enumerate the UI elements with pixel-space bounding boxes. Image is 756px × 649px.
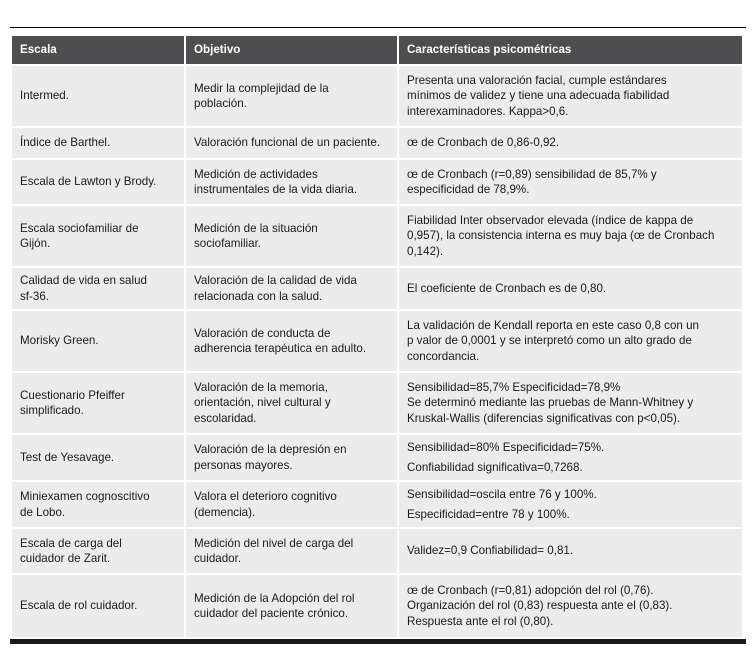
cell-caracteristicas xyxy=(399,206,742,266)
cell-objetivo-line: (demencia). xyxy=(194,505,256,519)
table-row xyxy=(12,268,742,309)
cell-objetivo xyxy=(186,373,397,433)
cell-caracteristicas xyxy=(399,128,742,158)
cell-caracteristicas-line: Presenta una valoración facial, cumple estándares xyxy=(407,73,667,87)
header-row xyxy=(12,36,742,64)
cell-objetivo-line: Medición de la Adopción del rol xyxy=(194,591,355,605)
cell-objetivo-line: cuidador del paciente crónico. xyxy=(194,607,349,620)
cell-objetivo-line: Medición de la situación xyxy=(194,221,318,235)
cell-caracteristicas xyxy=(399,373,742,433)
cell-caracteristicas-line: La validación de Kendall reporta en este caso 0,8 con un xyxy=(407,318,699,332)
table-row xyxy=(12,482,742,527)
cell-objetivo xyxy=(186,128,397,158)
cell-escala xyxy=(12,128,184,158)
cell-caracteristicas-line: concordancia. xyxy=(407,349,480,363)
cell-objetivo-line: Medir la complejidad de la xyxy=(194,81,329,95)
header-escala: Escala xyxy=(12,36,184,64)
cell-caracteristicas-line: 0,957), la consistencia interna es muy baja (œ de Cronbach xyxy=(407,229,715,243)
cell-caracteristicas-line: Sensibilidad=80% Especificidad=75%. xyxy=(407,441,605,454)
psychometric-scales-table xyxy=(10,34,744,639)
header-caracteristicas: Características psicométricas xyxy=(399,36,742,64)
cell-caracteristicas-line: œ de Cronbach (r=0,81) adopción del rol (0,76). xyxy=(407,583,654,597)
cell-escala-line: Escala de Lawton y Brody. xyxy=(20,175,157,189)
table-row xyxy=(12,529,742,573)
cell-escala-line: Morisky Green. xyxy=(20,334,99,348)
cell-objetivo xyxy=(186,206,397,266)
cell-objetivo-line: Medición del nivel de carga del xyxy=(194,536,354,550)
cell-caracteristicas-line: p valor de 0,0001 y se interpretó como un alto grado de xyxy=(407,334,692,348)
table-row xyxy=(12,66,742,126)
table-row xyxy=(12,128,742,158)
cell-caracteristicas-line: Respuesta ante el rol (0,80). xyxy=(407,614,554,628)
table-row xyxy=(12,373,742,433)
cell-objetivo xyxy=(186,311,397,371)
cell-objetivo-line: Valoración de la calidad de vida xyxy=(194,274,357,287)
header-objetivo: Objetivo xyxy=(186,36,397,64)
cell-objetivo-line: orientación, nivel cultural y xyxy=(194,396,331,410)
table-row xyxy=(12,160,742,204)
cell-objetivo-line: Valora el deterioro cognitivo xyxy=(194,490,337,503)
cell-escala xyxy=(12,66,184,126)
cell-escala-line: Intermed. xyxy=(20,89,69,103)
table-row xyxy=(12,311,742,371)
cell-escala xyxy=(12,268,184,309)
cell-caracteristicas-line: 0,142). xyxy=(407,244,444,258)
cell-escala-line: Escala de rol cuidador. xyxy=(20,599,138,613)
cell-caracteristicas xyxy=(399,529,742,573)
cell-caracteristicas-line: Confiabilidad significativa=0,7268. xyxy=(407,460,583,474)
cell-caracteristicas-line: El coeficiente de Cronbach es de 0,80. xyxy=(407,281,607,295)
cell-objetivo-line: personas mayores. xyxy=(194,458,293,472)
cell-caracteristicas-line: Sensibilidad=oscila entre 76 y 100%. xyxy=(407,488,597,501)
cell-caracteristicas-line: especificidad de 78,9%. xyxy=(407,183,530,196)
cell-escala xyxy=(12,160,184,204)
cell-caracteristicas xyxy=(399,311,742,371)
cell-caracteristicas-line: Fiabilidad Inter observador elevada (índice de kappa de xyxy=(407,213,694,227)
cell-escala-line: Miniexamen cognoscitivo xyxy=(20,490,150,503)
cell-caracteristicas xyxy=(399,482,742,527)
cell-objetivo xyxy=(186,529,397,573)
cell-objetivo-line: sociofamiliar. xyxy=(194,237,262,250)
cell-caracteristicas-line: Sensibilidad=85,7% Especificidad=78,9% xyxy=(407,380,621,394)
cell-caracteristicas xyxy=(399,268,742,309)
cell-objetivo-line: Valoración de la memoria, xyxy=(194,380,328,394)
cell-objetivo-line: Valoración funcional de un paciente. xyxy=(194,136,381,150)
cell-objetivo-line: Valoración de conducta de xyxy=(194,326,331,340)
cell-objetivo-line: escolaridad. xyxy=(194,411,257,425)
cell-objetivo-line: instrumentales de la vida diaria. xyxy=(194,183,358,196)
cell-caracteristicas-line: Organización del rol (0,83) respuesta ante el (0,83). xyxy=(407,599,673,613)
cell-caracteristicas-line: Kruskal-Wallis (diferencias significativas con p<0,05). xyxy=(407,411,681,425)
cell-objetivo xyxy=(186,268,397,309)
cell-caracteristicas-line: Validez=0,9 Confiabilidad= 0,81. xyxy=(407,544,574,558)
cell-objetivo xyxy=(186,482,397,527)
cell-caracteristicas xyxy=(399,160,742,204)
cell-objetivo xyxy=(186,160,397,204)
cell-escala-line: cuidador de Zarit. xyxy=(20,552,111,565)
cell-escala xyxy=(12,529,184,573)
cell-caracteristicas-line: Se determinó mediante las pruebas de Mann-Whitney y xyxy=(407,396,694,410)
cell-escala-line: Gijón. xyxy=(20,237,51,250)
cell-objetivo-line: Medición de actividades xyxy=(194,167,318,181)
cell-escala-line: sf-36. xyxy=(20,289,49,303)
cell-escala xyxy=(12,575,184,637)
table-row xyxy=(12,206,742,266)
cell-escala xyxy=(12,482,184,527)
cell-escala-line: Calidad de vida en salud xyxy=(20,274,147,287)
cell-escala xyxy=(12,373,184,433)
cell-objetivo-line: población. xyxy=(194,97,247,110)
cell-objetivo-line: relacionada con la salud. xyxy=(194,289,323,303)
cell-objetivo xyxy=(186,435,397,480)
cell-objetivo-line: cuidador. xyxy=(194,552,242,565)
cell-caracteristicas xyxy=(399,575,742,637)
table-row xyxy=(12,435,742,480)
cell-escala-line: Escala de carga del xyxy=(20,536,122,550)
cell-caracteristicas-line: œ de Cronbach de 0,86-0,92. xyxy=(407,136,560,150)
cell-caracteristicas-line: Especificidad=entre 78 y 100%. xyxy=(407,507,570,521)
cell-escala-line: Test de Yesavage. xyxy=(20,450,115,464)
cell-caracteristicas xyxy=(399,66,742,126)
cell-escala-line: Cuestionario Pfeiffer xyxy=(20,388,125,402)
cell-objetivo-line: adherencia terapéutica en adulto. xyxy=(194,342,367,355)
cell-escala-line: simplificado. xyxy=(20,404,84,417)
cell-escala xyxy=(12,435,184,480)
cell-caracteristicas xyxy=(399,435,742,480)
bottom-rule xyxy=(10,639,746,644)
table-body xyxy=(12,66,742,637)
cell-objetivo xyxy=(186,66,397,126)
cell-caracteristicas-line: interexaminadores. Kappa>0,6. xyxy=(407,104,569,118)
cell-objetivo-line: Valoración de la depresión en xyxy=(194,443,347,456)
cell-escala-line: de Lobo. xyxy=(20,505,66,519)
top-rule xyxy=(10,27,746,28)
table-row xyxy=(12,575,742,637)
cell-escala xyxy=(12,206,184,266)
cell-caracteristicas-line: mínimos de validez y tiene una adecuada fiabilidad xyxy=(407,89,670,103)
cell-escala-line: Escala sociofamiliar de xyxy=(20,221,139,235)
cell-escala-line: Índice de Barthel. xyxy=(20,136,111,150)
cell-objetivo xyxy=(186,575,397,637)
cell-escala xyxy=(12,311,184,371)
cell-caracteristicas-line: œ de Cronbach (r=0,89) sensibilidad de 85,7% y xyxy=(407,167,657,181)
